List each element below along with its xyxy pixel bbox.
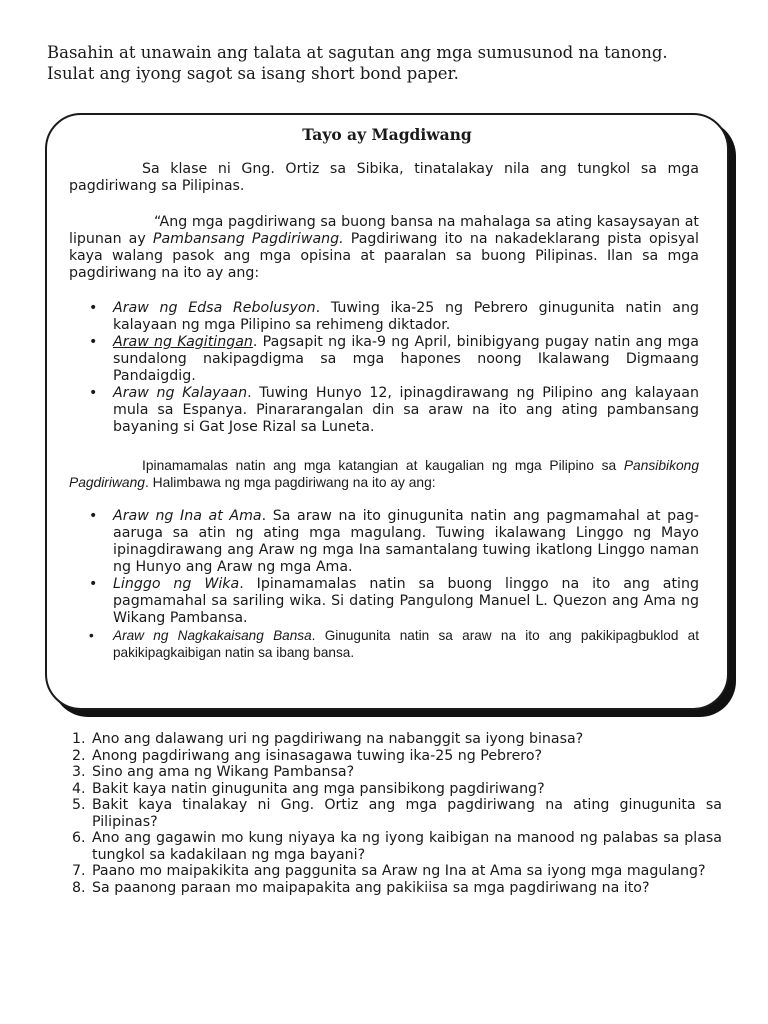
question-text: Ano ang gagawin mo kung niyaya ka ng iyong kaibigan na manood ng palabas sa plasa tungkol sa kadakilaan ng mga bayani?: [92, 830, 722, 863]
instructions: [47, 42, 747, 84]
national-list: [89, 300, 699, 436]
question-item: [72, 830, 722, 863]
question-item: [72, 797, 722, 830]
item-text: . Tuwing Hunyo 12, ipinagdirawang ng Pilipino ang kalayaan mula sa Espanya. Pinararangalan din sa araw na ito ang ating pambansang bayaning si Gat Jose Rizal sa Luneta.: [113, 385, 699, 435]
question-number: 7.: [72, 863, 86, 879]
local-text-a: Ipinamamalas natin ang mga katangian at kaugalian ng mga Pilipino sa: [142, 458, 624, 473]
list-item: [89, 508, 699, 576]
national-paragraph: [69, 214, 699, 282]
reading-title: Tayo ay Magdiwang: [302, 125, 472, 144]
civic-paragraph: [69, 457, 699, 491]
national-term: Pambansang Pagdiriwang.: [152, 231, 344, 247]
bullet-icon: •: [89, 508, 98, 524]
question-text: Ano ang dalawang uri ng pagdiriwang na nabanggit sa iyong binasa?: [92, 731, 584, 747]
bullet-icon: •: [89, 628, 94, 643]
bullet-icon: •: [89, 385, 98, 401]
list-item: [89, 300, 699, 334]
local-text-b: . Halimbawa ng mga pagdiriwang na ito ay ang:: [144, 475, 436, 490]
question-item: [72, 731, 722, 748]
question-text: Sino ang ama ng Wikang Pambansa?: [92, 764, 355, 780]
item-text: . Pagsapit ng ika-9 ng April, binibigyang pugay natin ang mga sundalong nakipagdigma sa mga hapones noong Ikalawang Digmaang Pandaigdig.: [113, 334, 699, 384]
questions-list: [72, 731, 722, 896]
item-text: . Sa araw na ito ginugunita natin ang pagmamahal at pag-aaruga sa atin ng ating mga magulang. Tuwing ikalawang Linggo ng Mayo ipinagdirawang ang Araw ng mga Ina samantalang tuwing ikatlong Linggo naman ng Hunyo ang Araw ng mga Ama.: [113, 508, 699, 575]
question-number: 3.: [72, 764, 86, 780]
civic-term: Pansibikong Pagdiriwang: [69, 458, 699, 490]
list-item: [89, 334, 699, 385]
question-text: Bakit kaya natin ginugunita ang mga pansibikong pagdiriwang?: [92, 780, 545, 797]
item-name: Araw ng Nagkakaisang Bansa: [113, 628, 312, 643]
question-number: 6.: [72, 830, 86, 846]
question-item: [72, 748, 722, 765]
question-number: 5.: [72, 797, 86, 813]
item-name: Linggo ng Wika: [113, 576, 240, 592]
item-text: . Ipinamamalas natin sa buong linggo na ito ang ating pagmamahal sa sariling wika. Si dating Pangulong Manuel L. Quezon ang Ama ng Wikang Pambansa.: [113, 576, 699, 626]
question-number: 8.: [72, 879, 86, 896]
list-item: [89, 385, 699, 436]
item-text: . Tuwing ika-25 ng Pebrero ginugunita natin ang kalayaan ng mga Pilipino sa rehimeng diktador.: [113, 300, 699, 333]
bullet-icon: •: [89, 300, 98, 316]
quote-text-b: Pagdiriwang ito na nakadeklarang pista opisyal kaya walang pasok ang mga opisina at paaralan sa buong Pilipinas. Ilan sa mga pagdiriwang na ito ay ang:: [69, 231, 700, 281]
bullet-icon: •: [89, 334, 98, 350]
question-text: Anong pagdiriwang ang isinasagawa tuwing ika-25 ng Pebrero?: [92, 747, 543, 764]
item-text: . Ginugunita natin sa araw na ito ang pakikipagbuklod at pakikipagkaibigan natin sa ibang bansa.: [113, 628, 699, 660]
question-item: [72, 880, 722, 897]
item-name: Araw ng Kagitingan: [113, 334, 253, 350]
question-number: 1.: [72, 731, 86, 747]
item-name: Araw ng Kalayaan: [113, 385, 248, 401]
quote-text-a: “Ang mga pagdiriwang sa buong bansa na mahalaga sa ating kasaysayan at lipunan ay: [69, 214, 699, 247]
item-name: Araw ng Ina at Ama: [113, 508, 262, 524]
bullet-icon: •: [89, 576, 98, 592]
question-number: 2.: [72, 747, 86, 764]
question-item: [72, 764, 722, 781]
list-item: [89, 576, 699, 627]
intro-paragraph: Sa klase ni Gng. Ortiz sa Sibika, tinatalakay nila ang tungkol sa mga pagdiriwang sa Pilipinas.: [69, 161, 699, 194]
question-item: [72, 863, 722, 880]
question-text: Sa paanong paraan mo maipapakita ang pakikiisa sa mga pagdiriwang na ito?: [92, 879, 650, 896]
question-text: Bakit kaya tinalakay ni Gng. Ortiz ang mga pagdiriwang na ating ginugunita sa Pilipinas?: [92, 797, 722, 830]
item-name: Araw ng Edsa Rebolusyon: [113, 300, 316, 316]
list-item: [89, 627, 699, 661]
question-text: Paano mo maipakikita ang paggunita sa Araw ng Ina at Ama sa iyong mga magulang?: [92, 863, 706, 879]
instruction-line-2: Isulat ang iyong sagot sa isang short bond paper.: [47, 64, 459, 83]
instruction-line-1: Basahin at unawain ang talata at sagutan ang mga sumusunod na tanong.: [47, 43, 668, 62]
civic-list: [89, 508, 699, 661]
reading-box: [45, 113, 729, 710]
question-item: [72, 781, 722, 798]
question-number: 4.: [72, 780, 86, 797]
